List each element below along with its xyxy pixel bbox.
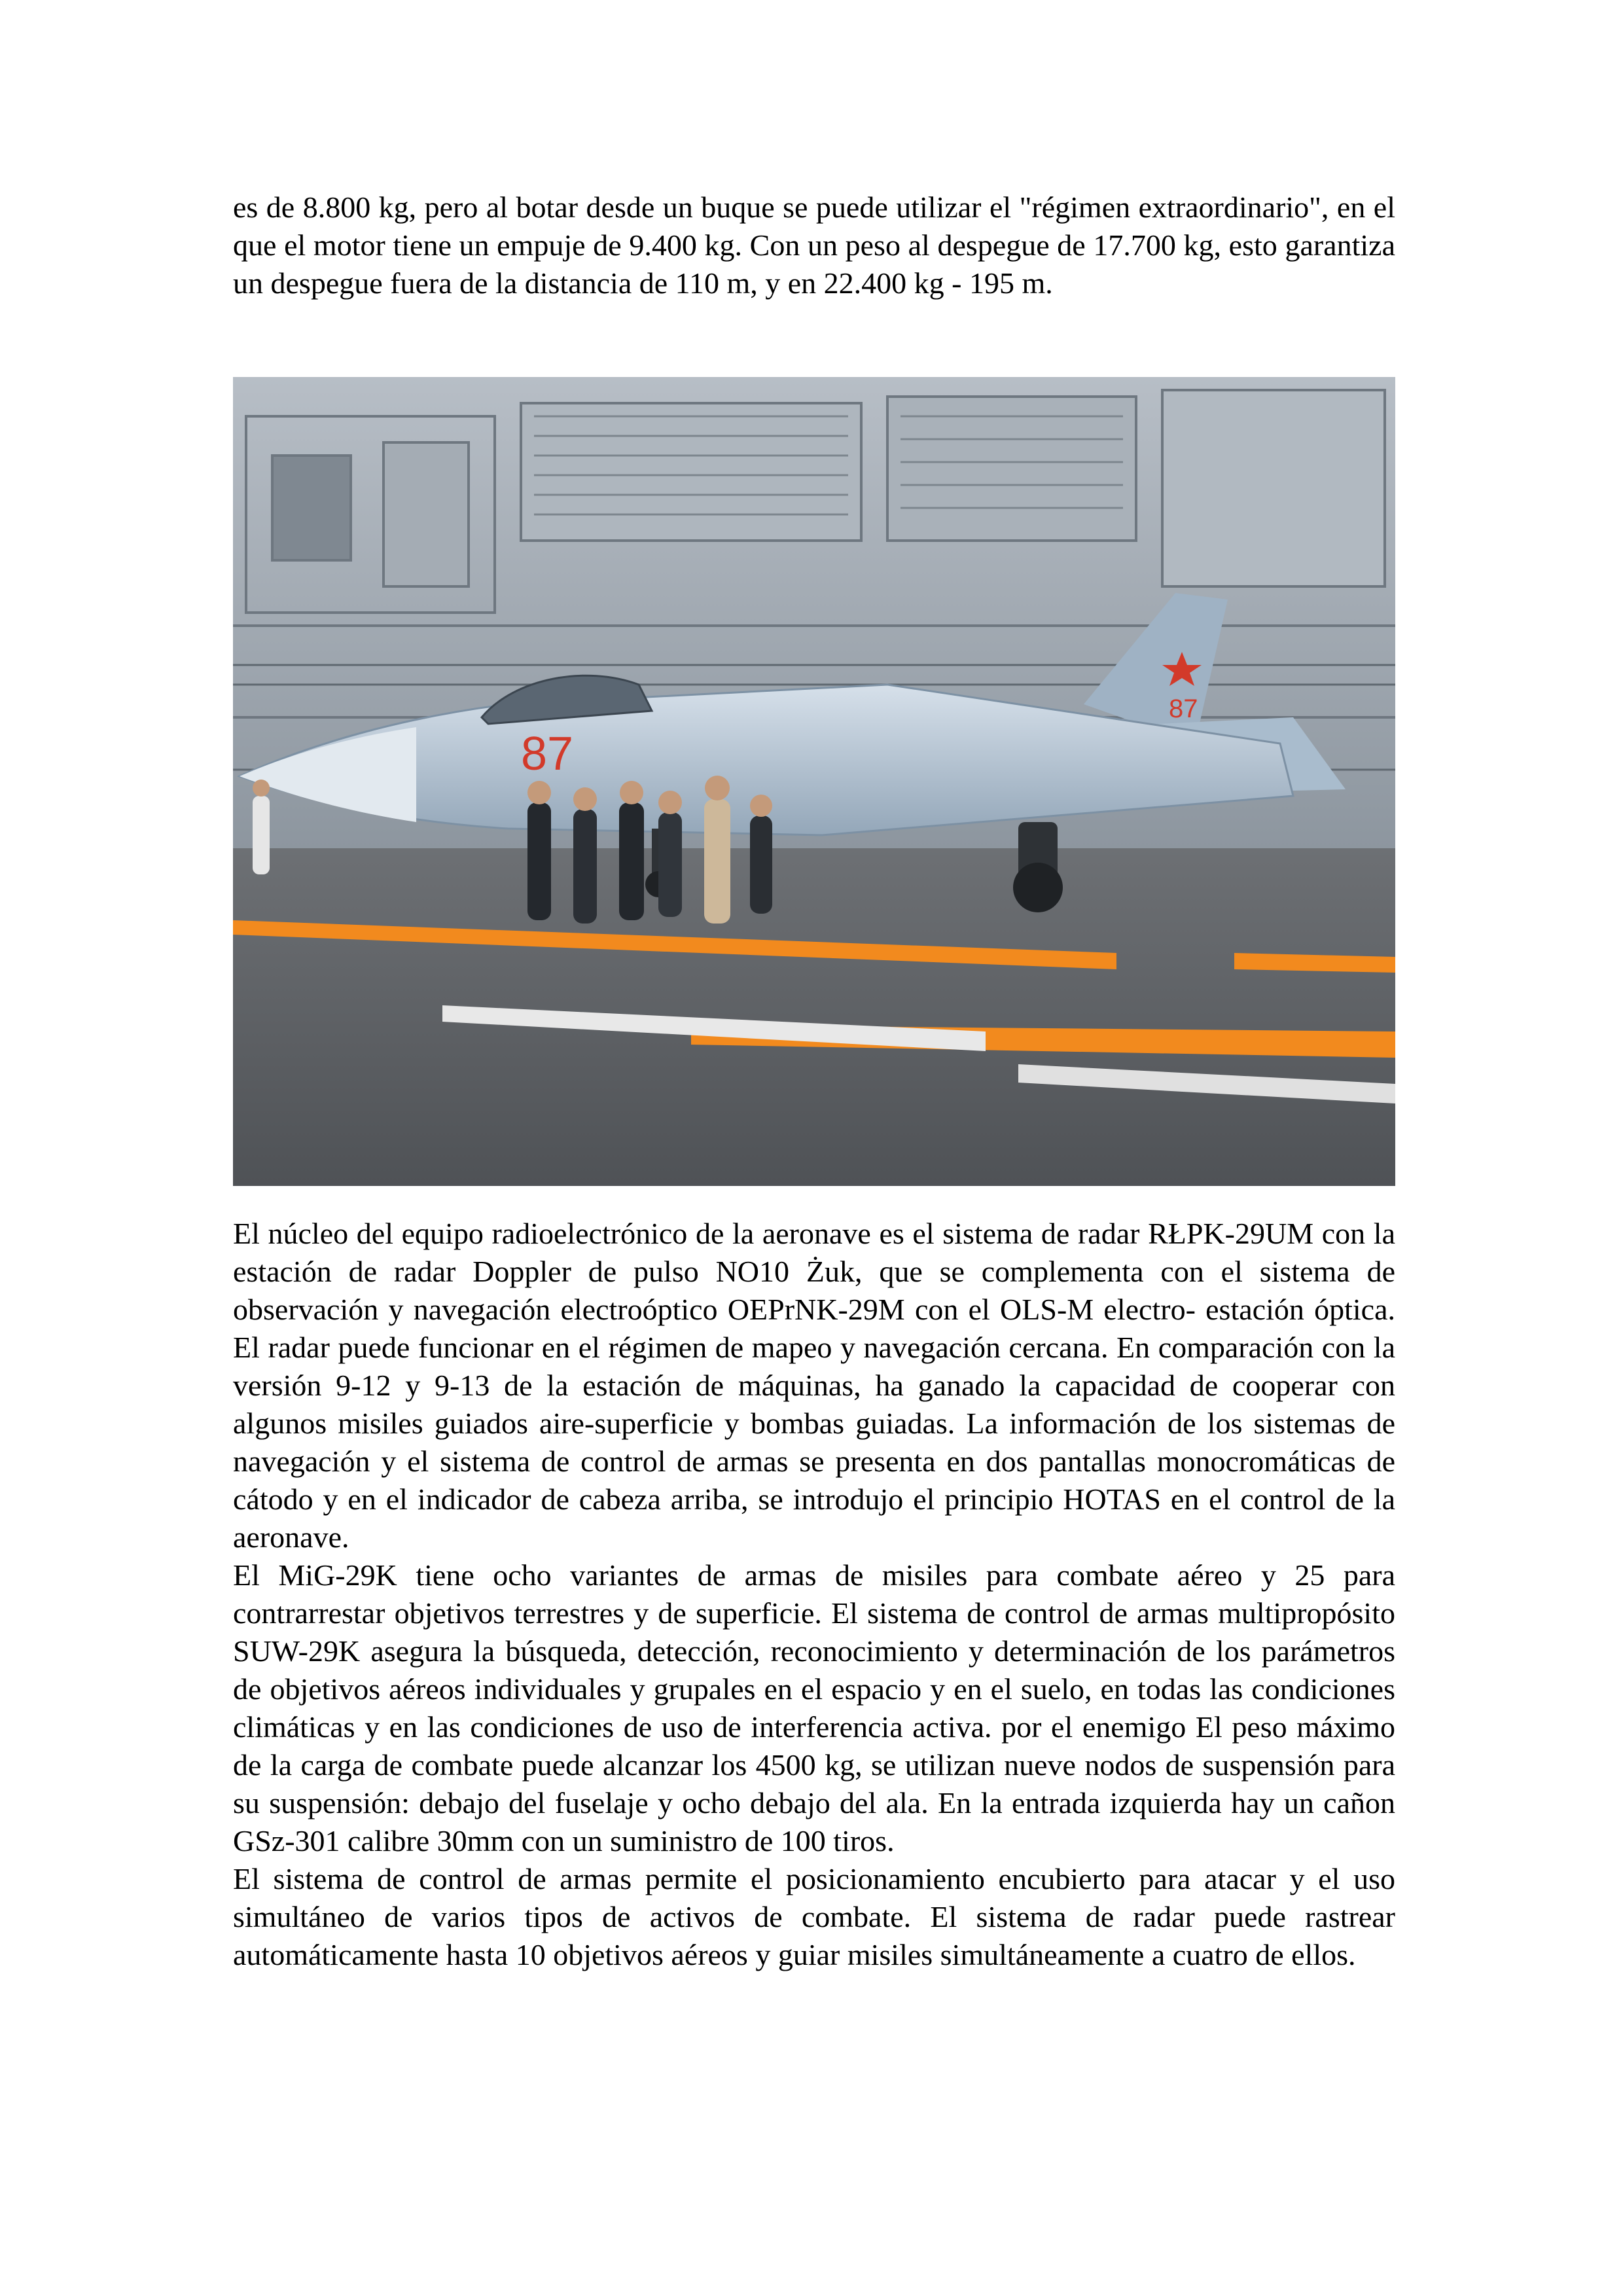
- intro-paragraph: [233, 188, 1395, 302]
- paragraph: es de 8.800 kg, pero al botar desde un buque se puede utilizar el "régimen extraordinario", en el que el motor tiene un empuje de 9.400 kg. Con un peso al despegue de 17.700 kg, esto garantiza un despegue fuera de la distancia de 110 m, y en 22.400 kg - 195 m.: [233, 190, 1395, 300]
- paragraph: El núcleo del equipo radioelectrónico de la aeronave es el sistema de radar RŁPK-29UM con la estación de radar Doppler de pulso NO10 Żuk, que se complementa con el sistema de observación y navegación electroóptico OEPrNK-29M con el OLS-M electro- estación óptica. El radar puede funcionar en el régimen de mapeo y navegación cercana. En comparación con la versión 9-12 y 9-13 de la estación de máquinas, ha ganado la capacidad de cooperar con algunos misiles guiados aire-superficie y bombas guiadas. La información de los sistemas de navegación y el sistema de control de armas se presenta en dos pantallas monocromáticas de cátodo y en el indicador de cabeza arriba, se introdujo el principio HOTAS en el control de la aeronave.: [233, 1217, 1395, 1554]
- aircraft-carrier-photo: [233, 377, 1395, 1186]
- jet-number: 87: [521, 728, 574, 780]
- body-text: [233, 1215, 1395, 1974]
- main-wheel: [1013, 863, 1063, 912]
- paragraph: El MiG-29K tiene ocho variantes de armas de misiles para combate aéreo y 25 para contrarrestar objetivos terrestres y de superficie. El sistema de control de armas multipropósito SUW-29K asegura la búsqueda, detección, reconocimiento y determinación de los parámetros de objetivos aéreos individuales y grupales en el espacio y en el suelo, en todas las condiciones climáticas y en las condiciones de uso de interferencia activa. por el enemigo El peso máximo de la carga de combate puede alcanzar los 4500 kg, se utilizan nueve nodos de suspensión para su suspensión: debajo del fuselaje y ocho debajo del ala. En la entrada izquierda hay un cañon GSz-301 calibre 30mm con un suministro de 100 tiros.: [233, 1558, 1395, 1857]
- paragraph: El sistema de control de armas permite el posicionamiento encubierto para atacar y el uso simultáneo de varios tipos de activos de combate. El sistema de radar puede rastrear automáticamente hasta 10 objetivos aéreos y guiar misiles simultáneamente a cuatro de ellos.: [233, 1862, 1395, 1971]
- jet-on-deck-illustration: [233, 377, 1395, 1186]
- tail-number: 87: [1169, 694, 1198, 723]
- flight-deck: [233, 848, 1395, 1186]
